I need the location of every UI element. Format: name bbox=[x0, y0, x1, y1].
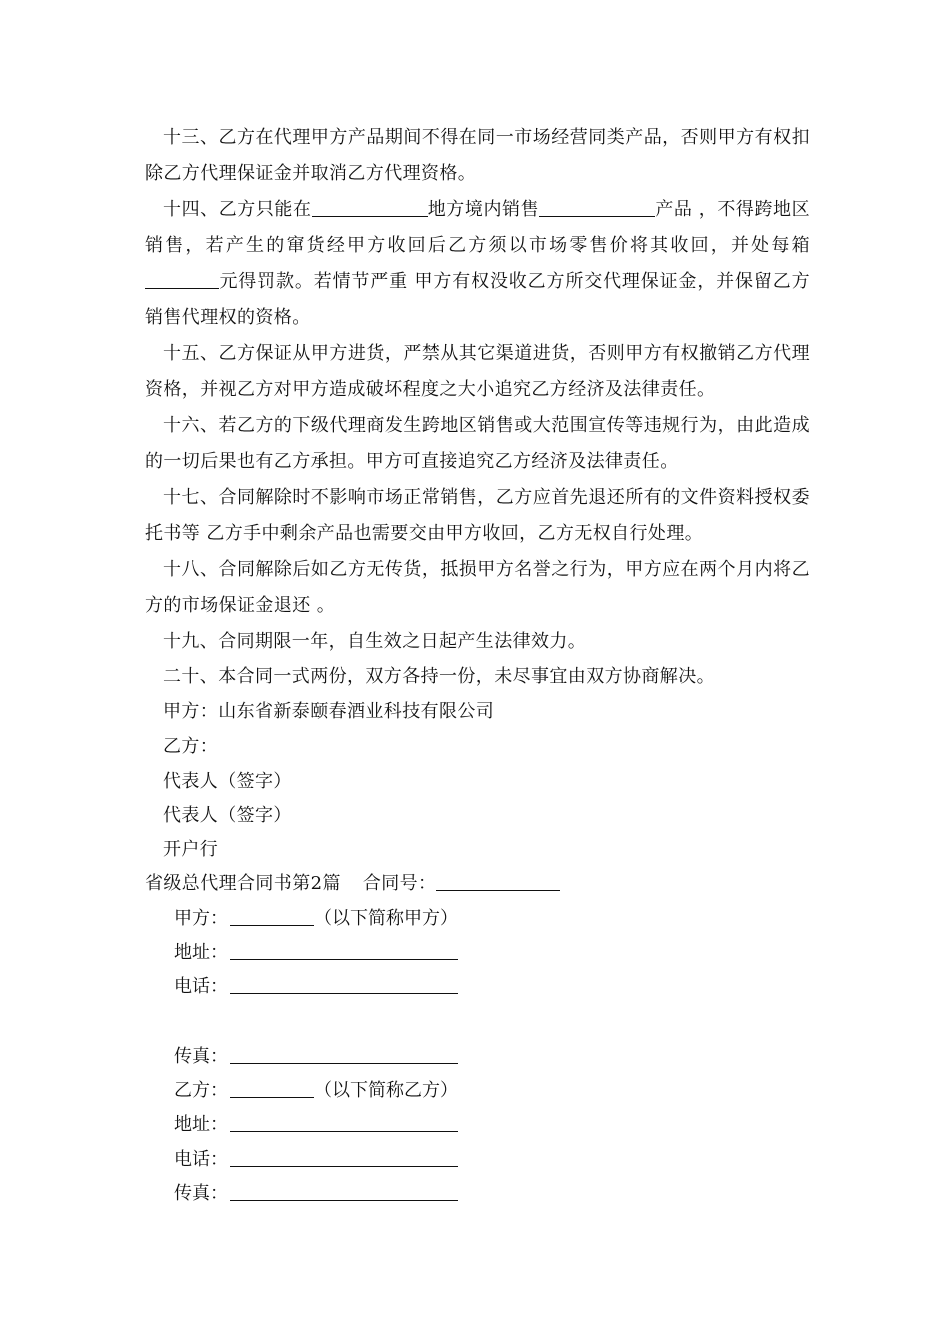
party-a-address-blank bbox=[230, 941, 458, 960]
party-b-fax-row bbox=[174, 1177, 458, 1211]
signature-party-b: 乙方： bbox=[163, 736, 219, 757]
party-a-suffix: （以下简称甲方） bbox=[314, 908, 458, 929]
party-a-phone-row bbox=[174, 970, 458, 1004]
party-b-address-label: 地址： bbox=[174, 1114, 228, 1135]
clause-13: 十三、乙方在代理甲方产品期间不得在同一市场经营同类产品，否则甲方有权扣除乙方代理保证金并取消乙方代理资格。 bbox=[145, 127, 810, 184]
party-b-fax-blank bbox=[230, 1182, 458, 1201]
clause-14-part-a: 十四、乙方只能在 bbox=[163, 199, 312, 220]
party-a-fax-blank bbox=[230, 1045, 458, 1064]
clause-15: 十五、乙方保证从甲方进货，严禁从其它渠道进货，否则甲方有权撤销乙方代理资格，并视乙方对甲方造成破坏程度之大小追究乙方经济及法律责任。 bbox=[145, 343, 810, 400]
clause-14-part-d: 元得罚款。若情节严重 甲方有权没收乙方所交代理保证金，并保留乙方销售代理权的资格。 bbox=[145, 271, 810, 328]
signature-party-a: 甲方：山东省新泰颐春酒业科技有限公司 bbox=[163, 701, 495, 722]
party-a-fax-label: 传真： bbox=[174, 1046, 228, 1067]
party-a-phone-blank bbox=[230, 975, 458, 994]
clause-18: 十八、合同解除后如乙方无传货，抵损甲方名誉之行为，甲方应在两个月内将乙方的市场保证金退还 。 bbox=[145, 559, 810, 616]
clause-19: 十九、合同期限一年，自生效之日起产生法律效力。 bbox=[163, 631, 587, 652]
clause-14-part-b: 地方境内销售 bbox=[427, 199, 540, 220]
party-b-phone-label: 电话： bbox=[174, 1149, 228, 1170]
party-b-phone-blank bbox=[230, 1148, 458, 1167]
party-b-row bbox=[174, 1074, 458, 1108]
contract-number-label: 合同号： bbox=[362, 873, 437, 894]
blank-fine bbox=[145, 270, 219, 289]
signature-representative-2: 代表人（签字） bbox=[163, 805, 292, 826]
clause-14-part-c: 产品 ，不得跨地区销售，若产生的窜货经甲方收回后乙方须以市场零售价将其收回，并处每箱 bbox=[145, 199, 811, 256]
party-b-address-row bbox=[174, 1108, 458, 1142]
party-a-phone-label: 电话： bbox=[174, 976, 228, 997]
signature-bank: 开户行 bbox=[163, 839, 219, 860]
party-b-address-blank bbox=[230, 1113, 458, 1132]
signature-representative-1: 代表人（签字） bbox=[163, 771, 292, 792]
party-b-label: 乙方： bbox=[174, 1080, 228, 1101]
blank-region bbox=[312, 198, 428, 217]
second-contract-heading: 省级总代理合同书第2篇 bbox=[145, 873, 341, 894]
second-contract-heading-row bbox=[145, 866, 560, 902]
clause-17: 十七、合同解除时不影响市场正常销售，乙方应首先退还所有的文件资料授权委托书等 乙方手中剩余产品也需要交由甲方收回，乙方无权自行处理。 bbox=[145, 487, 810, 544]
party-a-fax-row bbox=[174, 1040, 458, 1074]
clause-14 bbox=[145, 192, 810, 336]
party-b-phone-row bbox=[174, 1143, 458, 1177]
party-a-row bbox=[174, 902, 458, 936]
party-a-label: 甲方： bbox=[174, 908, 228, 929]
party-b-suffix: （以下简称乙方） bbox=[314, 1080, 458, 1101]
party-b-blank bbox=[230, 1079, 314, 1098]
clause-16: 十六、若乙方的下级代理商发生跨地区销售或大范围宣传等违规行为，由此造成的一切后果也有乙方承担。甲方可直接追究乙方经济及法律责任。 bbox=[145, 415, 810, 472]
contract-number-blank bbox=[436, 872, 560, 891]
blank-product bbox=[539, 198, 655, 217]
party-a-address-row bbox=[174, 936, 458, 970]
party-a-address-label: 地址： bbox=[174, 942, 228, 963]
clause-20: 二十、本合同一式两份，双方各持一份，未尽事宜由双方协商解决。 bbox=[163, 666, 715, 687]
party-b-fax-label: 传真： bbox=[174, 1183, 228, 1204]
party-a-blank bbox=[230, 907, 314, 926]
